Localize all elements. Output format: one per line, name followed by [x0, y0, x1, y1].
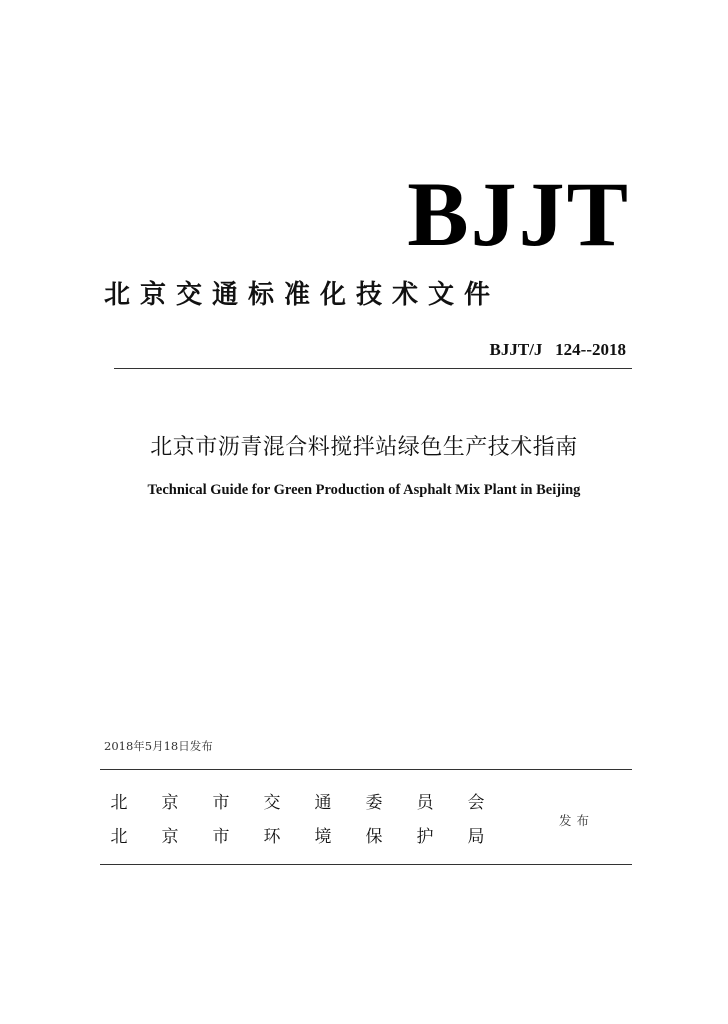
issuer-char: 员	[416, 793, 434, 813]
standard-number: BJJT/J 124--2018	[489, 340, 626, 359]
issuer-char: 护	[416, 827, 434, 847]
issuer-char: 市	[212, 827, 230, 847]
header-divider	[114, 368, 632, 369]
document-title-chinese: 北京市沥青混合料搅拌站绿色生产技术指南	[150, 435, 578, 460]
issuer-char: 委	[365, 793, 383, 813]
issue-date: 2018年5月18日发布	[104, 739, 213, 753]
publish-label: 发布	[559, 813, 595, 828]
issuer-char: 保	[365, 827, 383, 847]
issuer-char: 京	[161, 793, 179, 813]
issuer-char: 境	[314, 827, 332, 847]
series-title: 北京交通标准化技术文件	[104, 280, 501, 310]
document-title-english: Technical Guide for Green Production of Asphalt Mix Plant in Beijing	[147, 482, 581, 498]
issuer-bottom-divider	[100, 864, 632, 865]
issuer-char: 市	[212, 793, 230, 813]
issuer-char: 局	[467, 827, 485, 847]
issuer-char: 环	[263, 827, 281, 847]
issuer-char: 北	[110, 827, 128, 847]
issuer-char: 北	[110, 793, 128, 813]
issuer-char: 交	[263, 793, 281, 813]
issuer-char: 通	[314, 793, 332, 813]
bjjt-logo: BJJT	[407, 163, 630, 265]
issuer-char: 京	[161, 827, 179, 847]
issuer-char: 会	[467, 793, 485, 813]
issuer-top-divider	[100, 769, 632, 770]
